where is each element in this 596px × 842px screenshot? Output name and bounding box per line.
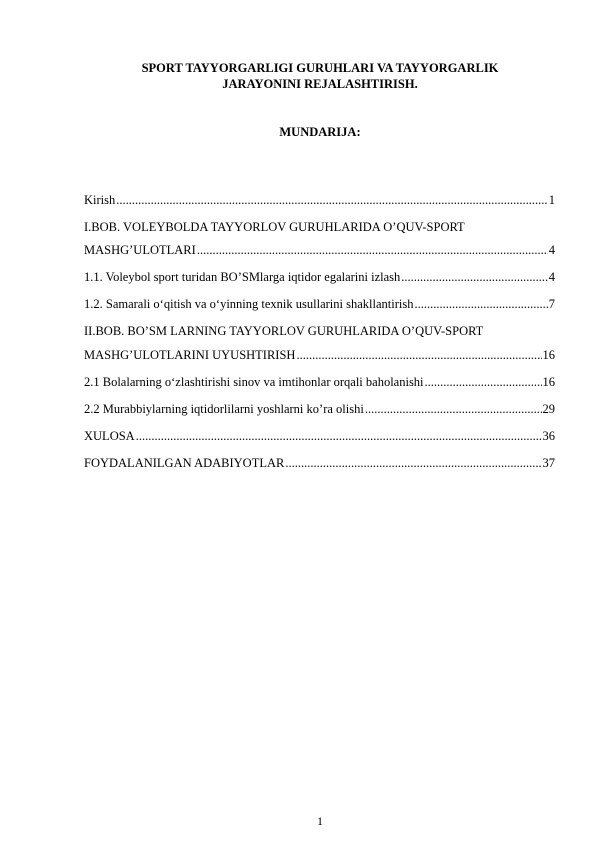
document-title-line-2: JARAYONINI REJALASHTIRISH. xyxy=(222,77,418,91)
toc-entry-text: Kirish xyxy=(84,193,116,207)
toc-entry-page: 4 xyxy=(548,243,555,257)
toc-entry-page: 4 xyxy=(548,270,555,284)
toc-entry-text: 2.1 Bolalarning o‘zlashtirishi sinov va imtihonlar orqali baholanishi xyxy=(84,375,424,389)
toc-entry-text: 1.1. Voleybol sport turidan BO’SMlarga iqtidor egalarini izlash xyxy=(84,270,401,284)
toc-entry-page: 37 xyxy=(542,456,555,470)
toc-dot-leader xyxy=(136,428,542,444)
toc-entry-bibliography xyxy=(84,455,555,471)
toc-entry-text: 1.2. Samarali o‘qitish va o‘yinning texnik usullarini shakllantirish xyxy=(84,297,414,311)
toc-entry-text: MASHG’ULOTLARI xyxy=(84,243,196,257)
toc-entry-chapter-1-line-1: I.BOB. VOLEYBOLDA TAYYORLOV GURUHLARIDA O’QUV-SPORT xyxy=(84,220,465,234)
toc-entry-page: 16 xyxy=(542,375,555,389)
toc-entry-page: 7 xyxy=(548,297,555,311)
toc-entry-chapter-2 xyxy=(84,347,555,363)
toc-entry-page: 29 xyxy=(542,402,555,416)
toc-entry-section-2-2 xyxy=(84,401,555,417)
toc-dot-leader xyxy=(401,269,547,285)
toc-dot-leader xyxy=(365,401,542,417)
toc-dot-leader xyxy=(197,242,548,258)
toc-entry-text: FOYDALANILGAN ADABIYOTLAR xyxy=(84,456,285,470)
toc-heading: MUNDARIJA: xyxy=(279,125,361,139)
toc-entry-kirish xyxy=(84,192,555,208)
toc-entry-text: 2.2 Murabbiylarning iqtidorlilarni yoshlarni ko’ra olishi xyxy=(84,402,364,416)
toc-entry-text: MASHG’ULOTLARINI UYUSHTIRISH xyxy=(84,348,296,362)
page-number: 1 xyxy=(317,814,323,828)
toc-entry-section-1-2 xyxy=(84,296,555,312)
toc-entry-chapter-2-line-1: II.BOB. BO’SM LARNING TAYYORLOV GURUHLARIDA O’QUV-SPORT xyxy=(84,324,484,338)
toc-entry-xulosa xyxy=(84,428,555,444)
toc-entry-section-1-1 xyxy=(84,269,555,285)
toc-dot-leader xyxy=(414,296,547,312)
toc-entry-page: 1 xyxy=(548,193,555,207)
toc-dot-leader xyxy=(296,347,541,363)
toc-entry-text: XULOSA xyxy=(84,429,135,443)
document-title-line-1: SPORT TAYYORGARLIGI GURUHLARI VA TAYYORGARLIK xyxy=(141,61,499,75)
toc-entry-page: 36 xyxy=(542,429,555,443)
toc-dot-leader xyxy=(425,374,542,390)
toc-entry-page: 16 xyxy=(542,348,555,362)
toc-entry-section-2-1 xyxy=(84,374,555,390)
toc-dot-leader xyxy=(285,455,541,471)
toc-entry-chapter-1 xyxy=(84,242,555,258)
toc-dot-leader xyxy=(116,192,548,208)
